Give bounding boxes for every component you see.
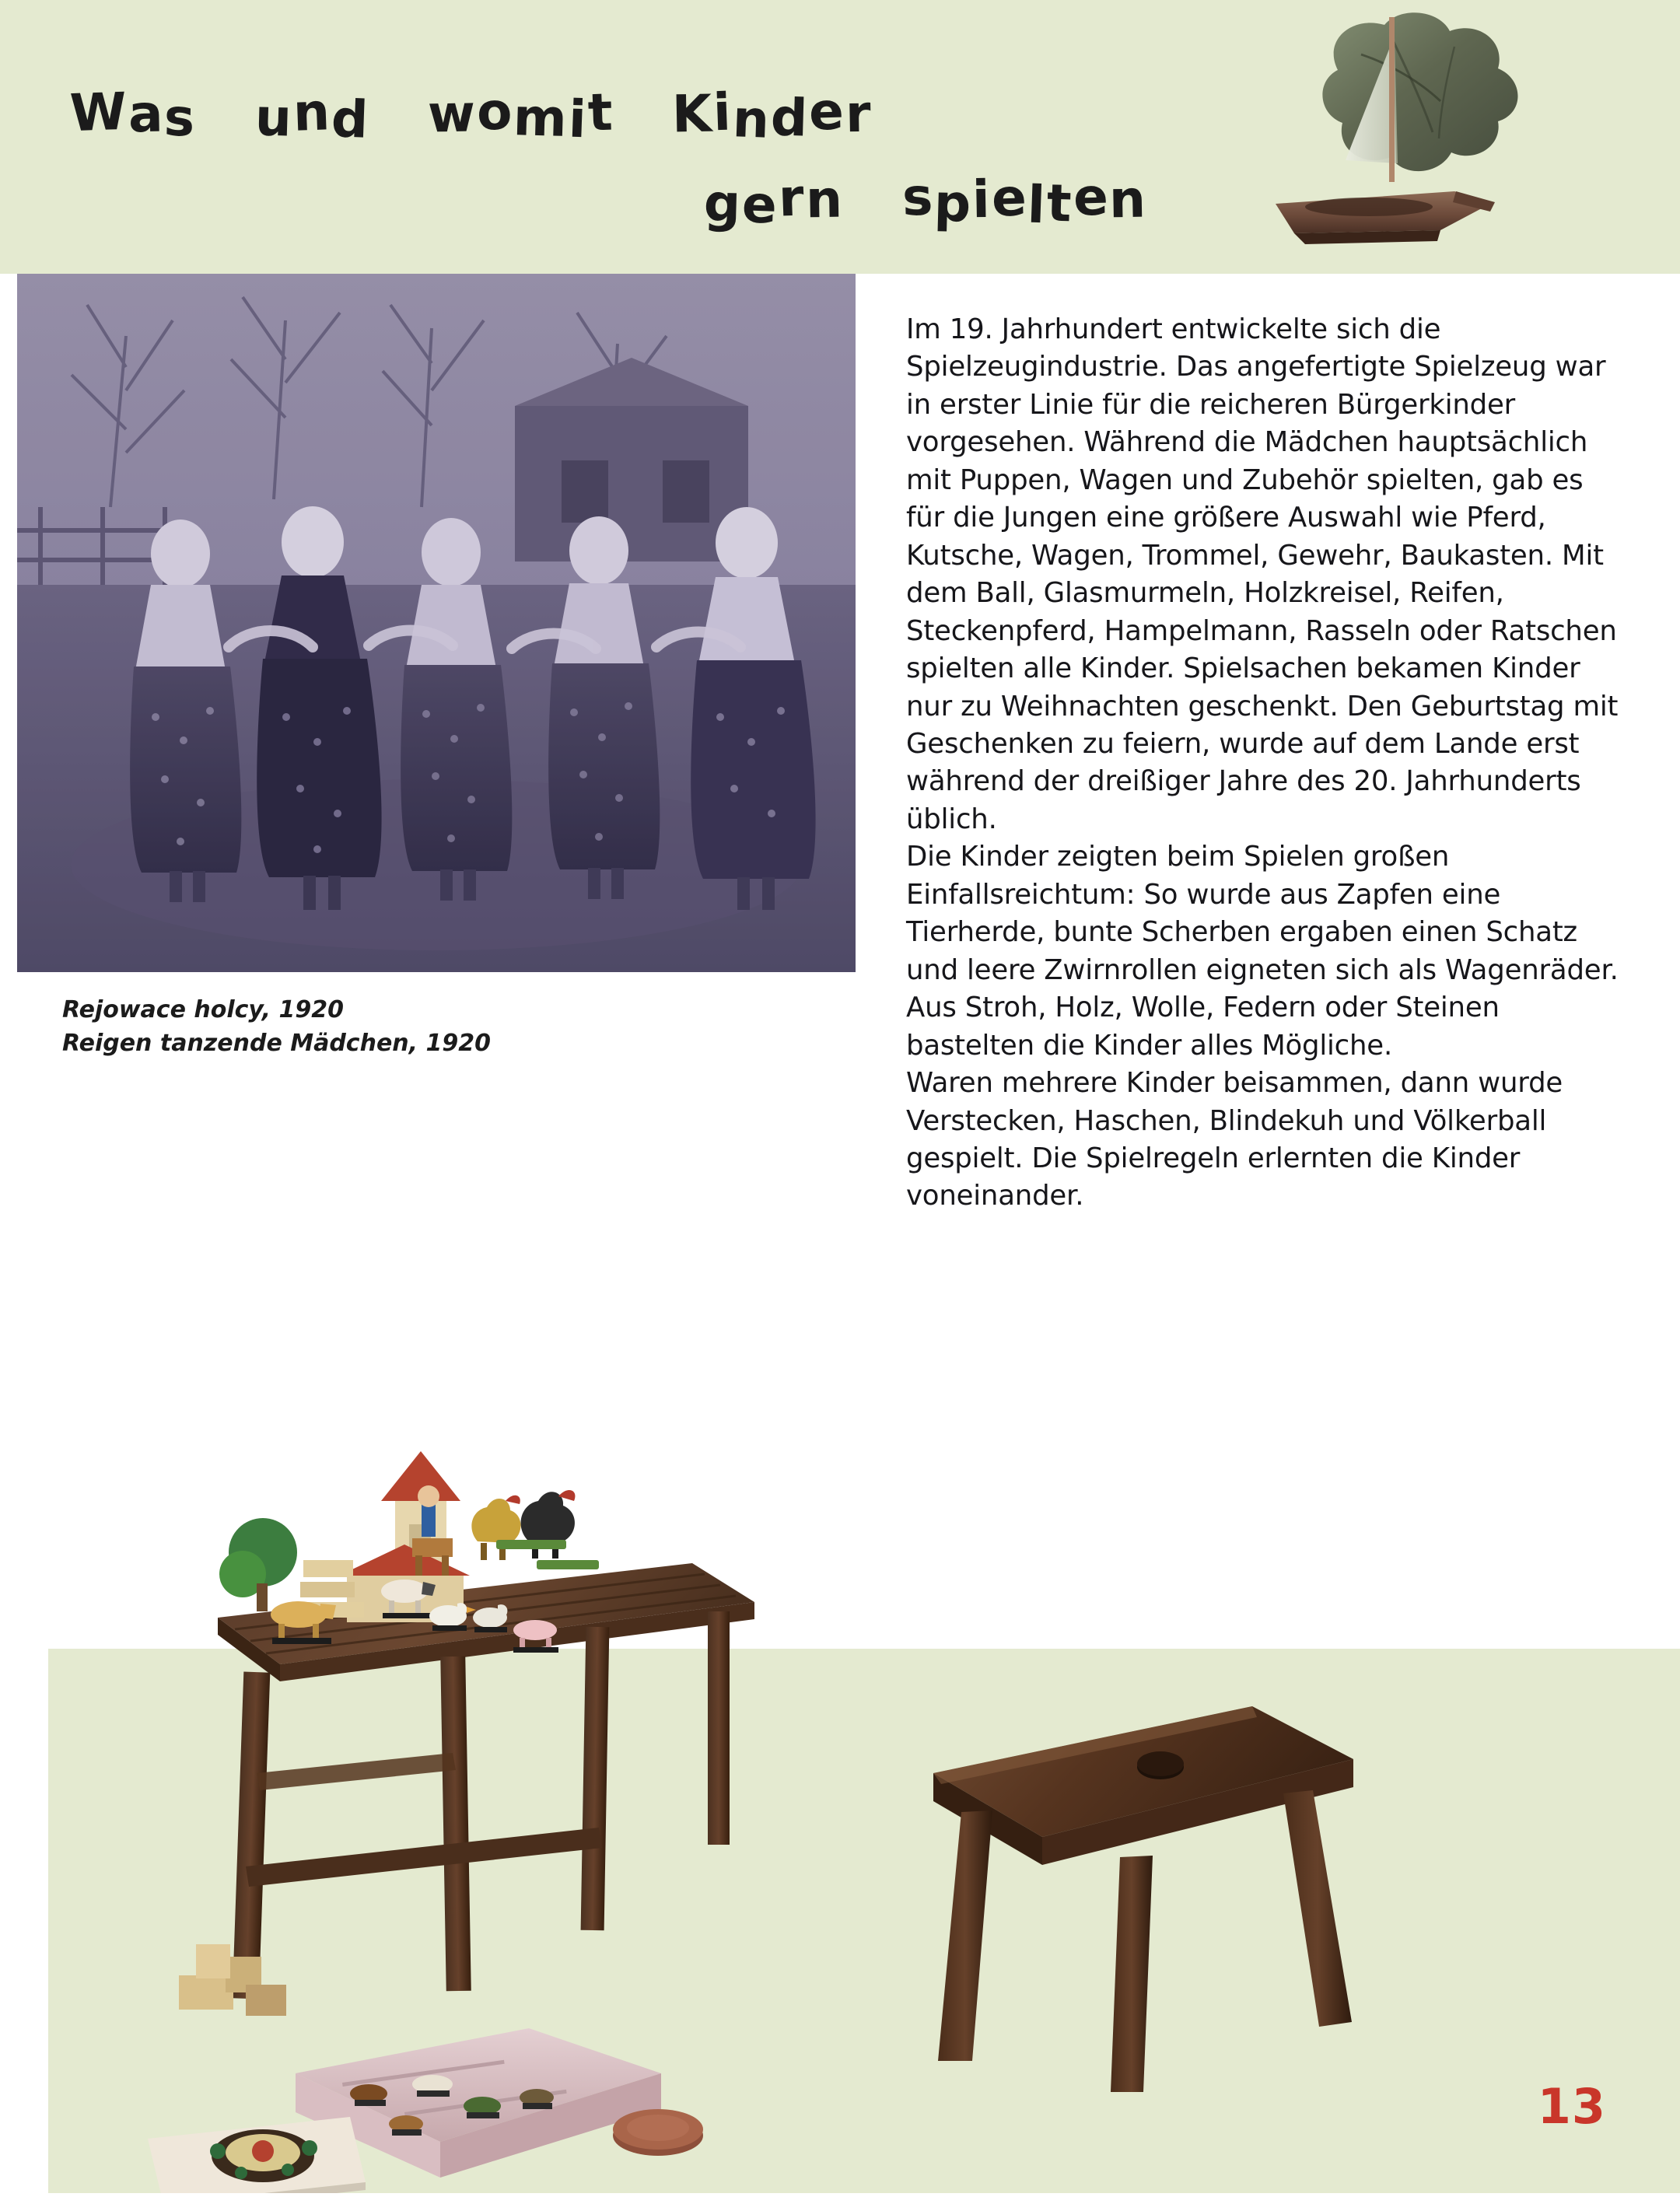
- page-title: [0, 54, 1260, 249]
- body-text: [906, 311, 1622, 1216]
- photo-caption: [62, 994, 840, 1060]
- page-title-line-1: Was und womit Kinder: [68, 81, 873, 150]
- toy-table-photo: [148, 1408, 933, 2193]
- left-white-strip: [0, 1649, 48, 2193]
- body-paragraph-1: Im 19. Jahrhundert entwickelte sich die Spielzeugindustrie. Das angefertigte Spielzeug war in erster Linie für die reicheren Bürgerkinder vorgesehen. Während die Mädchen hauptsächlich mit Puppen, Wagen und Zubehör spielten, gab es für die Jungen eine größere Auswahl wie Pferd, Kutsche, Wagen, Trommel, Gewehr, Baukasten. Mit dem Ball, Glasmurmeln, Holzkreisel, Reifen, Steckenpferd, Hampelmann, Rasseln oder Ratschen spielten alle Kinder. Spielsachen bekamen Kinder nur zu Weihnachten geschenkt. Den Geburtstag mit Geschenken zu feiern, wurde auf dem Lande erst während der dreißiger Jahre des 20. Jahrhunderts üblich.: [906, 313, 1619, 835]
- body-paragraph-3: Waren mehrere Kinder beisammen, dann wurde Verstecken, Haschen, Blindekuh und Völkerball gespielt. Die Spielregeln erlernten die Kinder voneinander.: [906, 1067, 1563, 1212]
- page-title-line-2: gern spielten: [703, 166, 1149, 236]
- body-paragraph-2: Die Kinder zeigten beim Spielen großen Einfallsreichtum: So wurde aus Zapfen eine Tierherde, bunte Scherben ergaben einen Schatz und leere Zwirnrollen eigneten sich als Wagenräder. Aus Stroh, Holz, Wolle, Federn oder Steinen bastelten die Kinder alles Mögliche.: [906, 841, 1619, 1062]
- toy-boat-photo: [1260, 8, 1664, 276]
- wooden-stool-photo: [887, 1656, 1431, 2123]
- caption-line-german: Reigen tanzende Mädchen, 1920: [62, 1029, 491, 1057]
- page-number: 13: [1537, 2078, 1606, 2135]
- round-dance-photo: [17, 274, 856, 972]
- caption-line-sorbian: Rejowace holcy, 1920: [62, 996, 344, 1023]
